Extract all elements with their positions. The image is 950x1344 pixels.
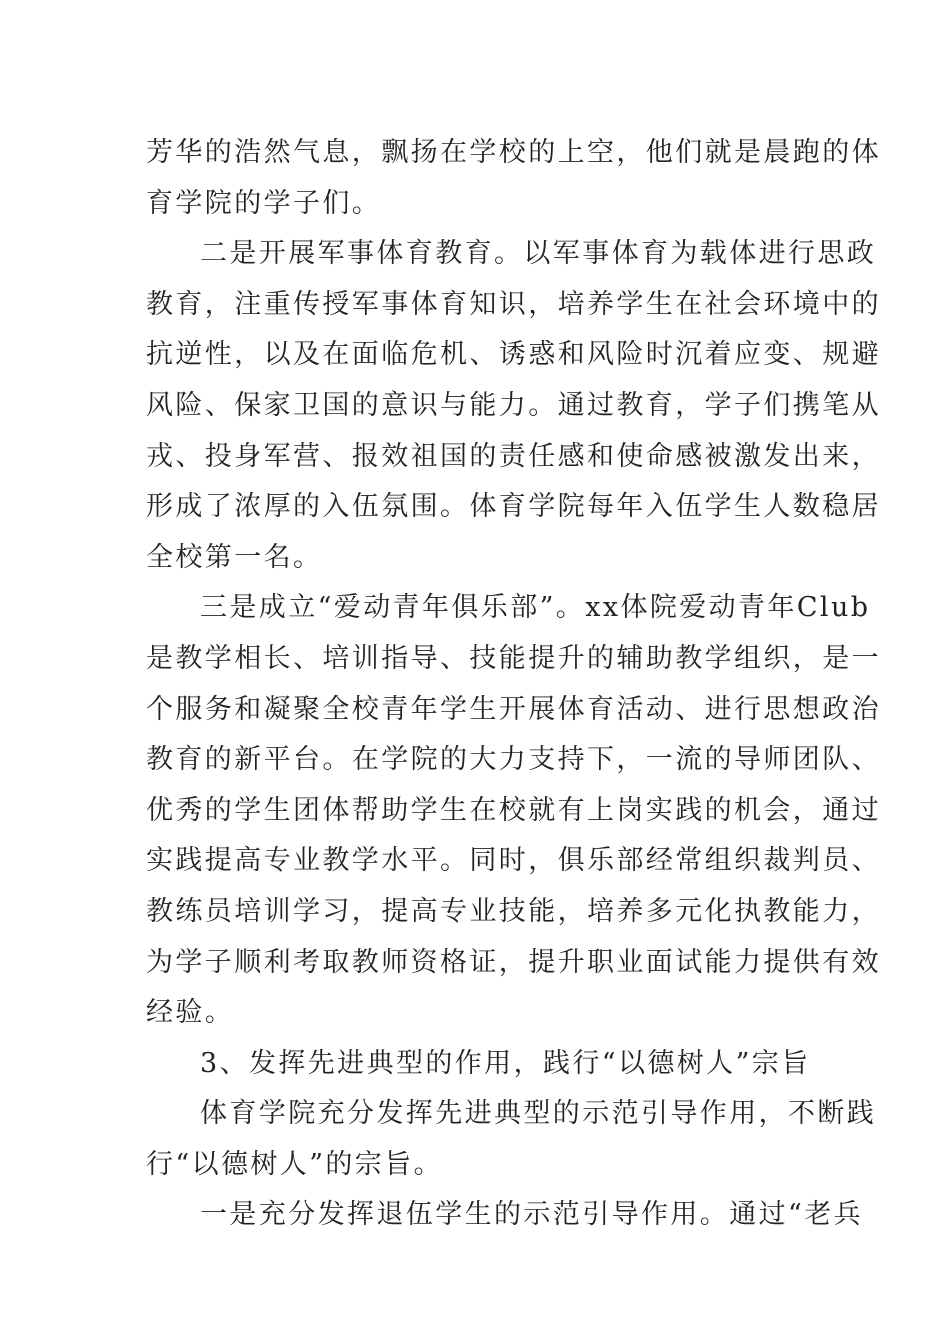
- text-line: 风险、保家卫国的意识与能力。通过教育，学子们携笔从: [146, 389, 881, 421]
- section-heading: 3、发挥先进典型的作用，践行“以德树人”宗旨: [200, 1047, 811, 1079]
- paragraph-start-line: 体育学院充分发挥先进典型的示范引导作用，不断践: [200, 1098, 877, 1130]
- text-line: 为学子顺利考取教师资格证，提升职业面试能力提供有效: [146, 946, 881, 978]
- paragraph-start-line: 一是充分发挥退伍学生的示范引导作用。通过“老兵: [200, 1199, 864, 1231]
- paragraph-start-line: 二是开展军事体育教育。以军事体育为载体进行思政: [200, 238, 877, 270]
- text-line: 经验。: [146, 997, 235, 1029]
- text-line: 育学院的学子们。: [146, 187, 382, 219]
- text-line: 教育，注重传授军事体育知识，培养学生在社会环境中的: [146, 288, 881, 320]
- text-line: 戎、投身军营、报效祖国的责任感和使命感被激发出来，: [146, 440, 881, 472]
- text-line: 教练员培训学习，提高专业技能，培养多元化执教能力，: [146, 895, 881, 927]
- paragraph-start-line: 三是成立“爱动青年俱乐部”。xx体院爱动青年Club: [200, 592, 871, 624]
- text-line: 实践提高专业教学水平。同时，俱乐部经常组织裁判员、: [146, 845, 881, 877]
- document-body: [146, 128, 881, 1241]
- text-line: 芳华的浩然气息，飘扬在学校的上空，他们就是晨跑的体: [146, 137, 881, 168]
- text-line: 形成了浓厚的入伍氛围。体育学院每年入伍学生人数稳居: [146, 491, 881, 523]
- text-line: 是教学相长、培训指导、技能提升的辅助教学组织，是一: [146, 642, 881, 674]
- text-line: 个服务和凝聚全校青年学生开展体育活动、进行思想政治: [146, 693, 881, 725]
- text-line: 优秀的学生团体帮助学生在校就有上岗实践的机会，通过: [146, 794, 881, 826]
- text-line: 抗逆性，以及在面临危机、诱惑和风险时沉着应变、规避: [146, 339, 881, 371]
- text-line: 全校第一名。: [146, 541, 323, 573]
- text-line: 教育的新平台。在学院的大力支持下，一流的导师团队、: [146, 744, 881, 776]
- text-line: 行“以德树人”的宗旨。: [146, 1148, 444, 1180]
